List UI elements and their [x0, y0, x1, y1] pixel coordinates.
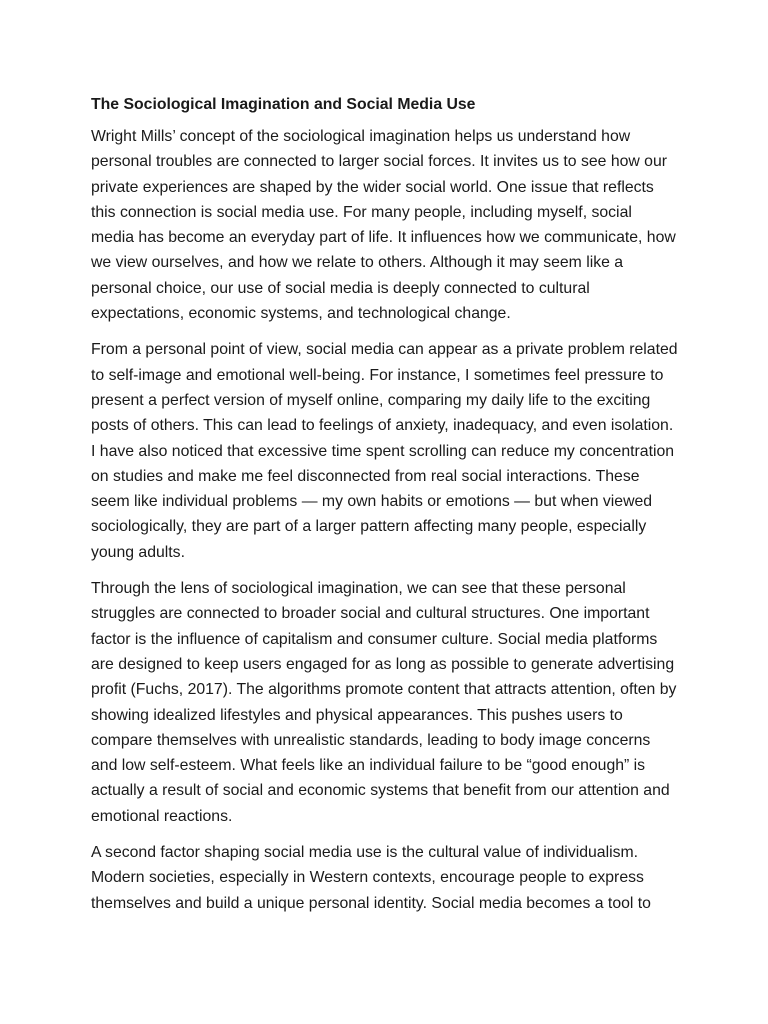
paragraph-individualism: A second factor shaping social media use is the cultural value of individualism. Modern societies, especially in Western contexts, encourage people to express themselves and build a unique personal identity. Social media becomes a tool to: [91, 844, 651, 912]
document-page: [91, 94, 679, 927]
paragraph-intro: Wright Mills’ concept of the sociological imagination helps us understand how personal troubles are connected to larger social forces. It invites us to see how our private experiences are shaped by the wider social world. One issue that reflects this connection is social media use. For many people, including myself, social media has become an everyday part of life. It influences how we communicate, how we view ourselves, and how we relate to others. Although it may seem like a personal choice, our use of social media is deeply connected to cultural expectations, economic systems, and technological change.: [91, 128, 676, 323]
paragraph-personal-view: From a personal point of view, social media can appear as a private problem related to self-image and emotional well-being. For instance, I sometimes feel pressure to present a perfect version of myself online, comparing my daily life to the exciting posts of others. This can lead to feelings of anxiety, inadequacy, and even isolation. I have also noticed that excessive time spent scrolling can reduce my concentration on studies and make me feel disconnected from real social interactions. These seem like individual problems — my own habits or emotions — but when viewed sociologically, they are part of a larger pattern affecting many people, especially young adults.: [91, 341, 678, 561]
document-title: The Sociological Imagination and Social Media Use: [91, 96, 476, 113]
paragraph-sociological-lens: Through the lens of sociological imagination, we can see that these personal struggles are connected to broader social and cultural structures. One important factor is the influence of capitalism and consumer culture. Social media platforms are designed to keep users engaged for as long as possible to generate advertising profit (Fuchs, 2017). The algorithms promote content that attracts attention, often by showing idealized lifestyles and physical appearances. This pushes users to compare themselves with unrealistic standards, leading to body image concerns and low self-esteem. What feels like an individual failure to be “good enough” is actually a result of social and economic systems that benefit from our attention and emotional reactions.: [91, 580, 677, 825]
